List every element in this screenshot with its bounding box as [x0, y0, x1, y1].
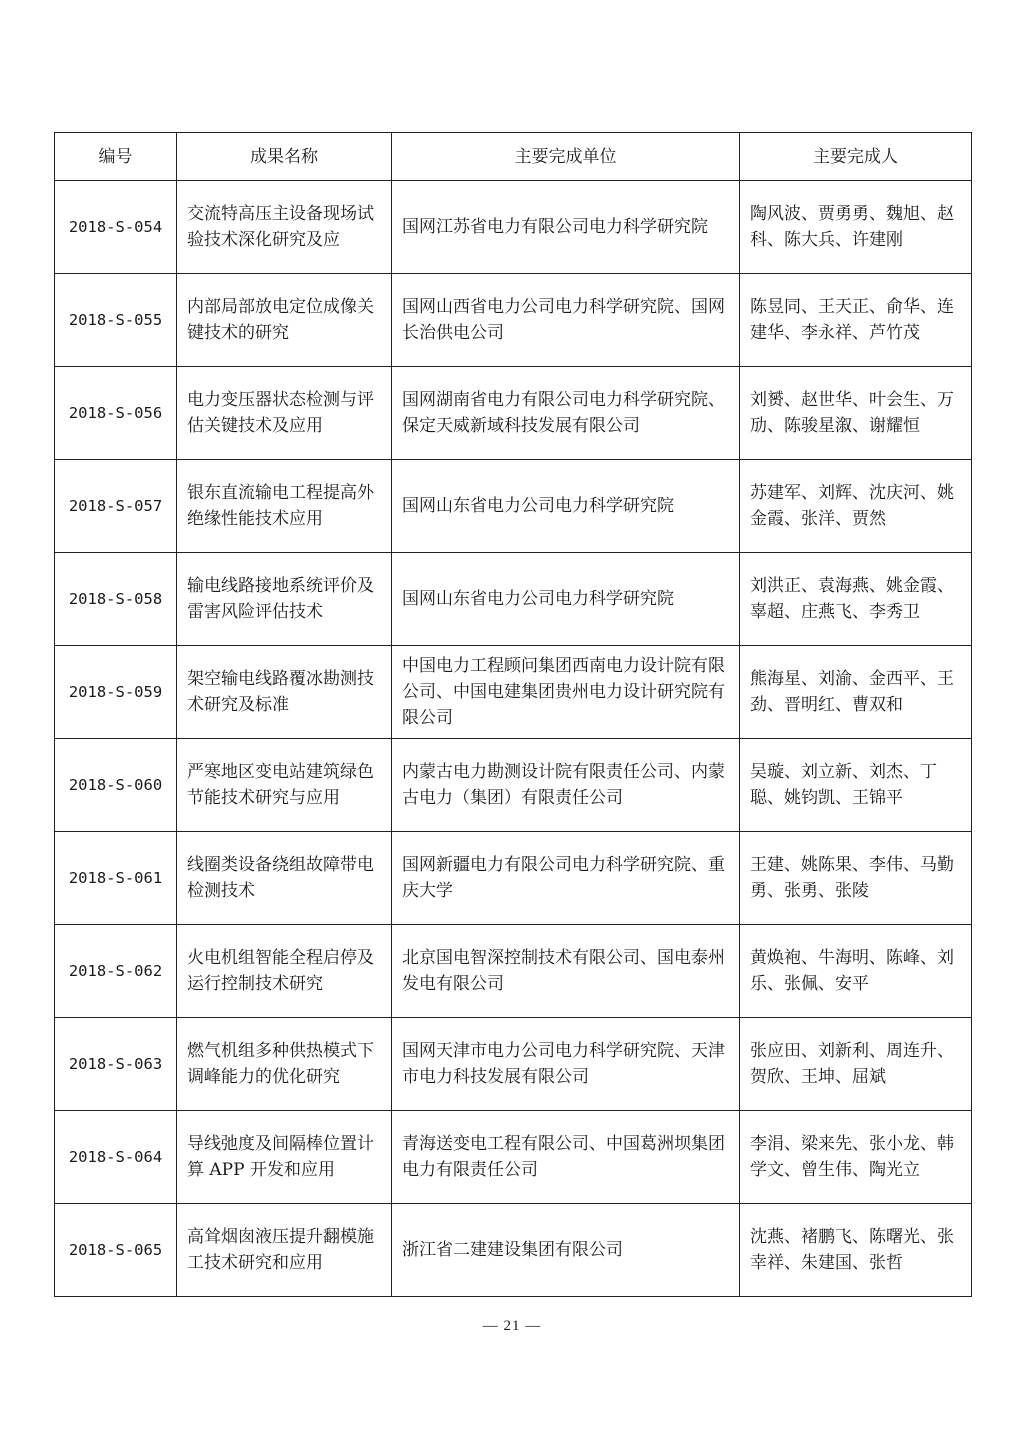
row-title: 火电机组智能全程启停及运行控制技术研究	[177, 925, 392, 1018]
table-row	[55, 460, 972, 553]
row-code: 2018-S-061	[55, 832, 177, 925]
header-title: 成果名称	[177, 133, 392, 181]
table-row	[55, 739, 972, 832]
row-title: 内部局部放电定位成像关键技术的研究	[177, 274, 392, 367]
row-units: 中国电力工程顾问集团西南电力设计院有限公司、中国电建集团贵州电力设计研究院有限公司	[392, 646, 740, 739]
table-row	[55, 832, 972, 925]
row-code: 2018-S-064	[55, 1111, 177, 1204]
row-people: 张应田、刘新利、周连升、贺欣、王坤、屈斌	[740, 1018, 972, 1111]
row-people: 苏建军、刘辉、沈庆河、姚金霞、张洋、贾然	[740, 460, 972, 553]
row-title: 燃气机组多种供热模式下调峰能力的优化研究	[177, 1018, 392, 1111]
table-header-row	[55, 133, 972, 181]
row-code: 2018-S-065	[55, 1204, 177, 1297]
table-row	[55, 1018, 972, 1111]
row-units: 国网江苏省电力有限公司电力科学研究院	[392, 181, 740, 274]
row-title: 银东直流输电工程提高外绝缘性能技术应用	[177, 460, 392, 553]
row-people: 沈燕、褚鹏飞、陈曙光、张幸祥、朱建国、张哲	[740, 1204, 972, 1297]
header-units: 主要完成单位	[392, 133, 740, 181]
row-people: 刘洪正、袁海燕、姚金霞、辜超、庄燕飞、李秀卫	[740, 553, 972, 646]
row-code: 2018-S-060	[55, 739, 177, 832]
row-units: 浙江省二建建设集团有限公司	[392, 1204, 740, 1297]
row-units: 国网山西省电力公司电力科学研究院、国网长治供电公司	[392, 274, 740, 367]
row-people: 黄焕袍、牛海明、陈峰、刘乐、张佩、安平	[740, 925, 972, 1018]
row-people: 陈昱同、王天正、俞华、连建华、李永祥、芦竹茂	[740, 274, 972, 367]
row-units: 国网天津市电力公司电力科学研究院、天津市电力科技发展有限公司	[392, 1018, 740, 1111]
row-people: 刘赟、赵世华、叶会生、万劢、陈骏星溆、谢耀恒	[740, 367, 972, 460]
table-row	[55, 553, 972, 646]
row-code: 2018-S-057	[55, 460, 177, 553]
row-code: 2018-S-059	[55, 646, 177, 739]
row-units: 国网新疆电力有限公司电力科学研究院、重庆大学	[392, 832, 740, 925]
table-row	[55, 181, 972, 274]
row-title: 架空输电线路覆冰勘测技术研究及标准	[177, 646, 392, 739]
header-people: 主要完成人	[740, 133, 972, 181]
row-title: 输电线路接地系统评价及雷害风险评估技术	[177, 553, 392, 646]
row-people: 李涓、梁来先、张小龙、韩学文、曾生伟、陶光立	[740, 1111, 972, 1204]
row-people: 王建、姚陈果、李伟、马勤勇、张勇、张陵	[740, 832, 972, 925]
row-units: 国网湖南省电力有限公司电力科学研究院、保定天威新域科技发展有限公司	[392, 367, 740, 460]
table-row	[55, 274, 972, 367]
row-code: 2018-S-063	[55, 1018, 177, 1111]
row-title: 线圈类设备绕组故障带电检测技术	[177, 832, 392, 925]
table-row	[55, 1204, 972, 1297]
row-title: 交流特高压主设备现场试验技术深化研究及应	[177, 181, 392, 274]
header-code: 编号	[55, 133, 177, 181]
awards-table	[54, 132, 972, 1297]
row-units: 国网山东省电力公司电力科学研究院	[392, 460, 740, 553]
row-code: 2018-S-056	[55, 367, 177, 460]
row-units: 北京国电智深控制技术有限公司、国电泰州发电有限公司	[392, 925, 740, 1018]
row-code: 2018-S-062	[55, 925, 177, 1018]
table-row	[55, 646, 972, 739]
row-title: 严寒地区变电站建筑绿色节能技术研究与应用	[177, 739, 392, 832]
page-number: — 21 —	[482, 1318, 542, 1334]
table-row	[55, 1111, 972, 1204]
row-title: 高耸烟囱液压提升翻模施工技术研究和应用	[177, 1204, 392, 1297]
row-people: 熊海星、刘渝、金西平、王劲、晋明红、曹双和	[740, 646, 972, 739]
row-title: 电力变压器状态检测与评估关键技术及应用	[177, 367, 392, 460]
table-row	[55, 367, 972, 460]
row-code: 2018-S-054	[55, 181, 177, 274]
row-people: 陶风波、贾勇勇、魏旭、赵科、陈大兵、许建刚	[740, 181, 972, 274]
table-row	[55, 925, 972, 1018]
row-people: 吴璇、刘立新、刘杰、丁聪、姚钧凯、王锦平	[740, 739, 972, 832]
row-units: 国网山东省电力公司电力科学研究院	[392, 553, 740, 646]
row-units: 青海送变电工程有限公司、中国葛洲坝集团电力有限责任公司	[392, 1111, 740, 1204]
row-code: 2018-S-058	[55, 553, 177, 646]
row-title: 导线弛度及间隔棒位置计算 APP 开发和应用	[177, 1111, 392, 1204]
row-units: 内蒙古电力勘测设计院有限责任公司、内蒙古电力（集团）有限责任公司	[392, 739, 740, 832]
awards-table-container	[54, 132, 971, 1297]
row-code: 2018-S-055	[55, 274, 177, 367]
